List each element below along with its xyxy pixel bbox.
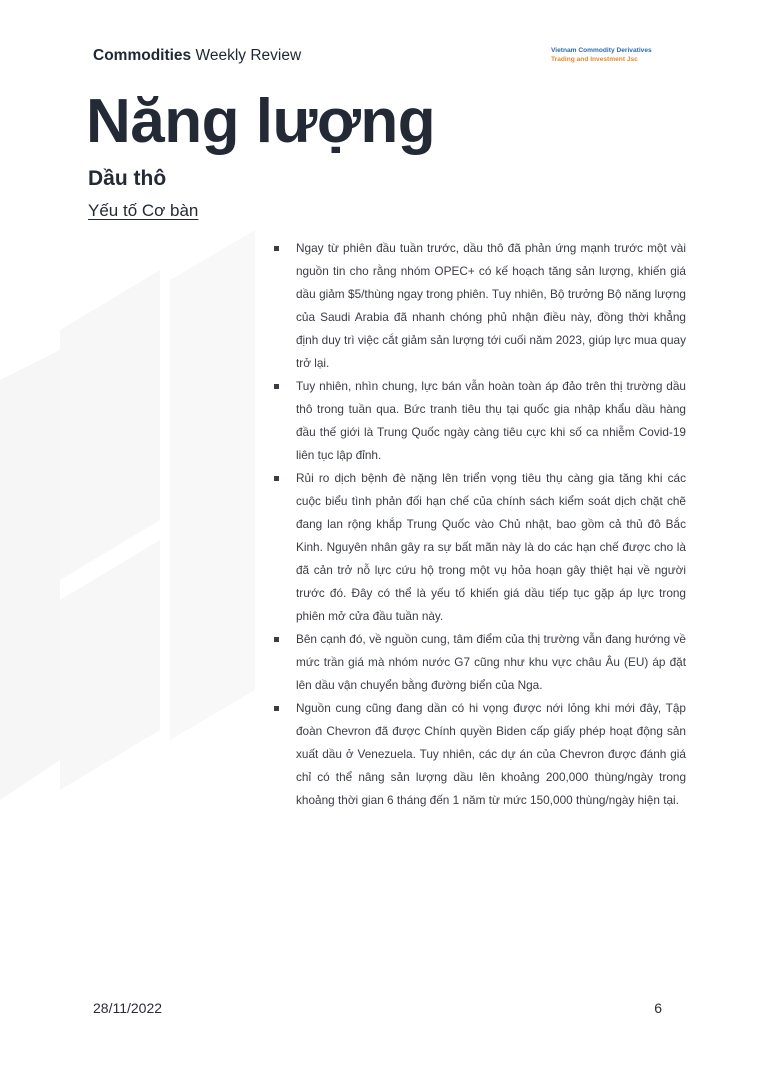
bullet-item — [272, 467, 686, 628]
bullet-item — [272, 375, 686, 467]
bullet-marker-icon — [274, 246, 279, 251]
bullet-text: Ngay từ phiên đầu tuần trước, dầu thô đã phản ứng mạnh trước một vài nguồn tin cho rằng nhóm OPEC+ có kế hoạch tăng sản lượng, khiến giá dầu giảm $5/thùng ngay trong phiên. Tuy nhiên, Bộ trưởng Bộ năng lượng của Saudi Arabia đã nhanh chóng phủ nhận điều này, đồng thời khẳng định duy trì việc cắt giảm sản lượng tới cuối năm 2023, giúp lực mua quay trở lại. — [296, 241, 686, 370]
company-line1: Vietnam Commodity Derivatives — [551, 47, 652, 54]
bullet-text: Tuy nhiên, nhìn chung, lực bán vẫn hoàn toàn áp đảo trên thị trường dầu thô trong tuần qua. Bức tranh tiêu thụ tại quốc gia nhập khẩu dầu hàng đầu thế giới là Trung Quốc ngày càng tiêu cực khi số ca nhiễm Covid-19 liên tục lập đỉnh. — [296, 379, 686, 462]
bullet-marker-icon — [274, 384, 279, 389]
bullet-item — [272, 697, 686, 812]
report-header — [93, 47, 301, 65]
bullet-item — [272, 628, 686, 697]
company-logo — [551, 47, 652, 64]
page-title: Năng lượng — [86, 87, 436, 156]
footer-date: 28/11/2022 — [93, 1000, 163, 1016]
bullet-text: Bên cạnh đó, về nguồn cung, tâm điểm của thị trường vẫn đang hướng về mức trần giá mà nhóm nước G7 cũng như khu vực châu Âu (EU) áp đặt lên dầu vận chuyển bằng đường biển của Nga. — [296, 632, 686, 692]
bullet-list — [272, 237, 686, 812]
bullet-marker-icon — [274, 476, 279, 481]
bullet-item — [272, 237, 686, 375]
bullet-text: Rủi ro dịch bệnh đè nặng lên triển vọng tiêu thụ càng gia tăng khi các cuộc biểu tình phản đối hạn chế của chính sách kiểm soát dịch chặt chẽ đang lan rộng khắp Trung Quốc vào Chủ nhật, bao gồm cả thủ đô Bắc Kinh. Nguyên nhân gây ra sự bất mãn này là do các hạn chế được cho là đã cản trở nỗ lực cứu hộ trong một vụ hỏa hoạn gây thiệt hại về người trước đó. Đây có thể là yếu tố khiến giá dầu tiếp tục gặp áp lực trong phiên mở cửa đầu tuần này. — [296, 471, 686, 623]
brand-rest: Weekly Review — [191, 47, 302, 64]
section-heading: Yếu tố Cơ bàn — [88, 201, 199, 220]
bullet-text: Nguồn cung cũng đang dần có hi vọng được nới lỏng khi mới đây, Tập đoàn Chevron đã được Chính quyền Biden cấp giấy phép hoạt động sản xuất dầu ở Venezuela. Tuy nhiên, các dự án của Chevron được đánh giá chỉ có thể nâng sản lượng dầu lên khoảng 200,000 thùng/ngày trong khoảng thời gian 6 tháng đến 1 năm từ mức 150,000 thùng/ngày hiện tại. — [296, 701, 686, 807]
page-subtitle: Dầu thô — [88, 167, 167, 190]
page-number: 6 — [654, 1000, 662, 1016]
brand-bold: Commodities — [93, 47, 192, 64]
bullet-marker-icon — [274, 706, 279, 711]
company-line2: Trading and Investment Jsc — [551, 55, 638, 63]
bullet-marker-icon — [274, 637, 279, 642]
